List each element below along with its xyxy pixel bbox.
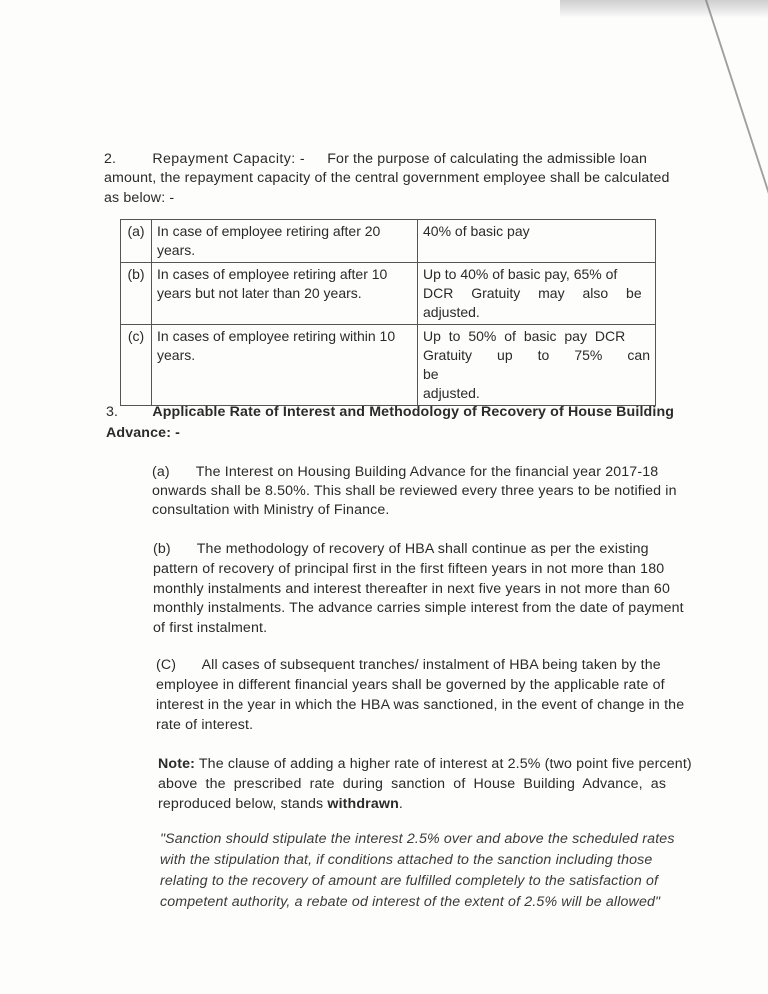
section2-heading: Repayment Capacity: - — [152, 151, 306, 167]
row-capacity — [418, 220, 656, 263]
para-c-label: (C) — [156, 657, 177, 673]
para-c-line3: interest in the year in which the HBA was sanctioned, in the event of change in the — [156, 697, 685, 713]
condition-line: years but not later than 20 years. — [157, 285, 362, 301]
row-capacity — [418, 263, 656, 325]
para-a-line3: consultation with Ministry of Finance. — [152, 502, 390, 518]
para-a-line1 — [152, 462, 692, 482]
table-row — [121, 263, 656, 325]
note-text: reproduced below, stands — [158, 796, 328, 812]
note-line2: above the prescribed rate during sanction of House Building Advance, as — [158, 776, 667, 792]
note-text: The clause of adding a higher rate of interest at 2.5% (two point five percent) — [198, 756, 692, 772]
withdrawn-text: withdrawn — [327, 796, 399, 812]
quote-line2: with the stipulation that, if conditions attached to the sanction including those — [160, 852, 653, 868]
para-c-line1 — [156, 655, 696, 675]
capacity-line: 40% of basic pay — [423, 223, 530, 239]
table-row — [121, 220, 656, 263]
capacity-line: DCR Gratuity may also be — [423, 285, 642, 301]
capacity-line: Gratuity up to 75% can be — [423, 347, 650, 382]
row-label: (b) — [121, 263, 152, 325]
section2-text-line2: amount, the repayment capacity of the central government employee shall be calculated — [104, 170, 670, 186]
quote-line4: competent authority, a rebate od interest of the extent of 2.5% will be allowed" — [160, 894, 661, 910]
section3-number: 3. — [106, 404, 119, 420]
section2-text-line3: as below: - — [104, 190, 175, 206]
condition-line: In cases of employee retiring within 10 — [157, 328, 396, 344]
para-b-line4: monthly instalments. The advance carries simple interest from the date of payment — [153, 600, 684, 616]
para-a-line2: onwards shall be 8.50%. This shall be reviewed every three years to be notified in — [152, 483, 677, 499]
para-a-label: (a) — [152, 464, 170, 480]
para-c-text: All cases of subsequent tranches/ instalment of HBA being taken by the — [201, 657, 661, 673]
section2-line1 — [104, 149, 684, 169]
para-c-line2: employee in different financial years shall be governed by the applicable rate of — [156, 677, 665, 693]
note-line1 — [158, 754, 698, 774]
para-b-label: (b) — [153, 541, 171, 557]
section3-heading: Applicable Rate of Interest and Methodology of Recovery of House Building — [152, 404, 675, 420]
row-condition — [152, 220, 418, 263]
section3-heading-line1 — [106, 402, 696, 422]
section2-text-line1: For the purpose of calculating the admissible loan — [327, 151, 648, 167]
row-label: (a) — [121, 220, 152, 263]
capacity-line: adjusted. — [423, 385, 480, 401]
condition-line: years. — [157, 347, 196, 363]
section3-heading-line2: Advance: - — [106, 425, 181, 441]
note-text: . — [398, 796, 403, 812]
para-b-line5: of first instalment. — [153, 620, 268, 636]
row-condition — [152, 263, 418, 325]
row-label: (c) — [121, 325, 152, 406]
para-a-text: The Interest on Housing Building Advance for the financial year 2017-18 — [195, 464, 659, 480]
condition-line: In cases of employee retiring after 10 — [157, 266, 388, 282]
condition-line: In case of employee retiring after 20 — [157, 223, 381, 239]
para-c-line4: rate of interest. — [156, 717, 254, 733]
condition-line: years. — [157, 242, 196, 258]
scan-edge-line — [705, 0, 768, 200]
note-line3 — [158, 794, 698, 814]
section2-number: 2. — [104, 151, 117, 167]
para-b-line2: pattern of recovery of principal first in the first fifteen years in not more than 180 — [153, 561, 665, 577]
para-b-line3: monthly instalments and interest thereafter in next five years in not more than 60 — [153, 581, 671, 597]
capacity-line: adjusted. — [423, 304, 480, 320]
note-label: Note: — [158, 756, 196, 772]
capacity-line: Up to 40% of basic pay, 65% of — [423, 266, 618, 282]
para-b-text: The methodology of recovery of HBA shall continue as per the existing — [196, 541, 649, 557]
table-row — [121, 325, 656, 406]
quote-line3: relating to the recovery of amount are fulfilled completely to the satisfaction of — [160, 873, 659, 889]
row-capacity — [418, 325, 656, 406]
repayment-capacity-table — [120, 219, 656, 406]
quote-line1: "Sanction should stipulate the interest 2.5% over and above the scheduled rates — [160, 831, 675, 847]
row-condition — [152, 325, 418, 406]
capacity-line: Up to 50% of basic pay DCR — [423, 328, 626, 344]
para-b-line1 — [153, 539, 693, 559]
